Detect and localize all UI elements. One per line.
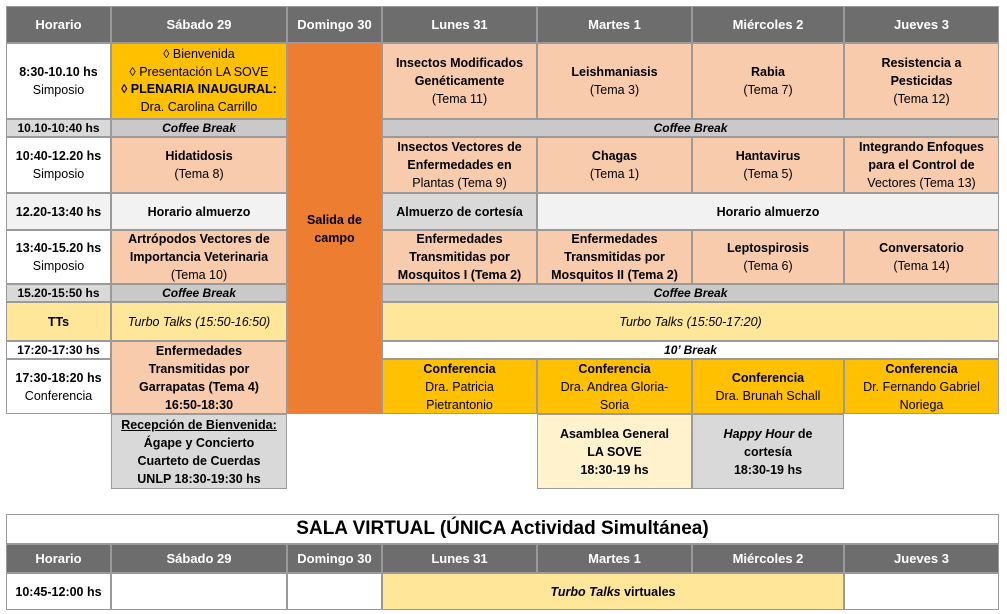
virtual-turbo-label: Turbo Talks bbox=[550, 584, 621, 599]
time-sub: Simposio bbox=[32, 83, 85, 97]
asamblea-line: LA SOVE bbox=[587, 444, 642, 459]
header-jueves bbox=[844, 6, 999, 43]
coffee-break-week-1 bbox=[382, 119, 999, 137]
session-topic: (Tema 10) bbox=[170, 268, 228, 282]
time-slot-4 bbox=[6, 193, 111, 230]
header-domingo bbox=[287, 6, 382, 43]
happy-hour-time: 18:30-19 hs bbox=[733, 462, 803, 477]
session-title: Hidatidosis bbox=[165, 149, 233, 163]
conference-speaker: Dra. Patricia bbox=[425, 379, 494, 394]
asamblea-line: Asamblea General bbox=[559, 426, 670, 441]
header-label: Horario bbox=[35, 550, 82, 566]
session-title: Transmitidas por bbox=[148, 361, 250, 376]
conference-title: Conferencia bbox=[731, 370, 805, 385]
session-title: Transmitidas por bbox=[564, 250, 665, 264]
session-topic: (Tema 8) bbox=[174, 167, 224, 181]
header-label: Martes 1 bbox=[588, 16, 641, 32]
header-label: Jueves 3 bbox=[894, 550, 949, 566]
vheader-domingo bbox=[287, 544, 382, 573]
header-martes bbox=[537, 6, 692, 43]
session-title: Mosquitos I (Tema 2) bbox=[397, 268, 522, 282]
session-title: Transmitidas por bbox=[409, 250, 510, 264]
conference-speaker: Pietrantonio bbox=[426, 397, 493, 412]
martes-conferencia bbox=[537, 359, 692, 414]
virtual-turbo-suffix: virtuales bbox=[620, 584, 676, 599]
sabado-welcome bbox=[111, 43, 287, 119]
time-slot-1 bbox=[6, 43, 111, 119]
jueves-conversatorio bbox=[844, 230, 999, 284]
lunes-insectos-modificados bbox=[382, 43, 537, 119]
happy-hour-suffix: de bbox=[794, 426, 813, 441]
time-slot-7 bbox=[6, 302, 111, 341]
session-title: Artrópodos Vectores de bbox=[128, 232, 270, 246]
header-label: Sábado 29 bbox=[166, 16, 232, 32]
welcome-line: Dra. Carolina Carrillo bbox=[140, 99, 258, 114]
recepcion-title: Recepción de Bienvenida: bbox=[121, 417, 277, 432]
session-title: Importancia Veterinaria bbox=[129, 250, 269, 264]
session-topic: (Tema 5) bbox=[743, 167, 793, 181]
virtual-turbo-talks bbox=[382, 573, 844, 610]
session-topic: Plantas (Tema 9) bbox=[412, 176, 507, 190]
session-title: Rabia bbox=[750, 65, 786, 79]
session-title: Insectos Vectores de bbox=[397, 140, 522, 154]
welcome-line: ◊ Bienvenida bbox=[163, 47, 235, 61]
martes-mosquitos-2 bbox=[537, 230, 692, 284]
session-title: Insectos Modificados bbox=[395, 56, 524, 70]
header-label: Martes 1 bbox=[588, 550, 641, 566]
header-lunes bbox=[382, 6, 537, 43]
martes-leishmaniasis bbox=[537, 43, 692, 119]
welcome-line: ◊ Presentación LA SOVE bbox=[129, 64, 269, 79]
vheader-horario bbox=[6, 544, 111, 573]
recepcion-line: UNLP 18:30-19:30 hs bbox=[137, 471, 261, 486]
time-label: 13:40-15.20 hs bbox=[15, 241, 102, 255]
virtual-jueves-empty bbox=[844, 573, 999, 610]
virtual-sabado-empty bbox=[111, 573, 287, 610]
time-label: 10:40-12.20 hs bbox=[15, 149, 102, 163]
time-slot-9 bbox=[6, 359, 111, 414]
vheader-martes bbox=[537, 544, 692, 573]
session-topic: (Tema 14) bbox=[893, 259, 950, 273]
miercoles-hantavirus bbox=[692, 137, 844, 193]
asamblea-line: 18:30-19 hs bbox=[580, 462, 649, 477]
miercoles-happy-hour bbox=[692, 414, 844, 489]
time-slot-2 bbox=[6, 119, 111, 137]
time-sub: Conferencia bbox=[24, 388, 93, 403]
lunes-conferencia bbox=[382, 359, 537, 414]
time-slot-3 bbox=[6, 137, 111, 193]
time-label: TTs bbox=[47, 314, 70, 329]
conference-speaker: Soria bbox=[599, 397, 630, 412]
miercoles-rabia bbox=[692, 43, 844, 119]
session-topic: (Tema 6) bbox=[743, 259, 793, 273]
recepcion-line: Cuarteto de Cuerdas bbox=[137, 453, 261, 468]
time-slot-6 bbox=[6, 284, 111, 302]
turbo-label: Turbo Talks (15:50-16:50) bbox=[127, 314, 271, 329]
header-label: Sábado 29 bbox=[166, 550, 232, 566]
miercoles-leptospirosis bbox=[692, 230, 844, 284]
time-label: 17:20-17:30 hs bbox=[17, 343, 100, 357]
recepcion-line: Ágape y Concierto bbox=[143, 435, 255, 450]
time-label: 12.20-13:40 hs bbox=[15, 204, 102, 219]
session-title: Mosquitos II (Tema 2) bbox=[551, 268, 678, 282]
happy-hour-label: Happy Hour bbox=[723, 426, 795, 441]
conference-speaker: Dra. Brunah Schall bbox=[715, 388, 821, 403]
header-miercoles bbox=[692, 6, 844, 43]
sabado-artropodos bbox=[111, 230, 287, 284]
session-title: para el Control de bbox=[868, 158, 975, 172]
sabado-coffee-break-2 bbox=[111, 284, 287, 302]
conference-title: Conferencia bbox=[423, 361, 496, 376]
virtual-domingo-empty bbox=[287, 573, 382, 610]
session-time: 16:50-18:30 bbox=[164, 397, 234, 412]
header-label: Lunes 31 bbox=[431, 16, 488, 32]
sabado-coffee-break bbox=[111, 119, 287, 137]
salida-label: Salida de campo bbox=[307, 212, 362, 245]
conference-speaker: Dra. Andrea Gloria- bbox=[560, 379, 669, 394]
vheader-sabado bbox=[111, 544, 287, 573]
time-label: 17:30-18:20 hs bbox=[15, 370, 102, 385]
conference-title: Conferencia bbox=[885, 361, 958, 376]
header-horario bbox=[6, 6, 111, 43]
coffee-label: Coffee Break bbox=[162, 286, 236, 300]
session-title: Leptospirosis bbox=[727, 241, 809, 255]
miercoles-conferencia bbox=[692, 359, 844, 414]
header-label: Miércoles 2 bbox=[732, 550, 804, 566]
lunch-label: Almuerzo de cortesía bbox=[396, 204, 523, 219]
time-sub: Simposio bbox=[32, 259, 85, 273]
session-title: Conversatorio bbox=[879, 241, 964, 255]
coffee-label: Coffee Break bbox=[653, 286, 728, 300]
session-title: Integrando Enfoques bbox=[859, 140, 984, 154]
session-topic: (Tema 7) bbox=[743, 83, 793, 97]
turbo-label: Turbo Talks (15:50-17:20) bbox=[619, 314, 762, 329]
session-title: Enfermedades bbox=[155, 343, 243, 358]
time-label: 15.20-15:50 hs bbox=[17, 286, 100, 300]
sabado-turbo-talks bbox=[111, 302, 287, 341]
session-title: Resistencia a bbox=[881, 56, 962, 70]
sabado-almuerzo bbox=[111, 193, 287, 230]
session-topic: (Tema 11) bbox=[431, 92, 488, 106]
coffee-label: Coffee Break bbox=[162, 121, 236, 135]
session-title: Chagas bbox=[591, 149, 638, 163]
jueves-integrando bbox=[844, 137, 999, 193]
conference-speaker: Noriega bbox=[899, 397, 944, 412]
header-label: Lunes 31 bbox=[431, 550, 488, 566]
session-title: Genéticamente bbox=[414, 74, 505, 88]
session-topic: (Tema 12) bbox=[893, 92, 950, 106]
conference-speaker: Dr. Fernando Gabriel bbox=[863, 379, 980, 394]
session-title: Pesticidas bbox=[890, 74, 953, 88]
coffee-break-week-2 bbox=[382, 284, 999, 302]
welcome-line: ◊ PLENARIA INAUGURAL: bbox=[121, 82, 277, 96]
vheader-lunes bbox=[382, 544, 537, 573]
time-label: 8:30-10.10 hs bbox=[19, 65, 98, 79]
session-topic: Vectores (Tema 13) bbox=[867, 176, 976, 190]
domingo-salida bbox=[287, 43, 382, 414]
session-title: Enfermedades en bbox=[407, 158, 512, 172]
martes-asamblea bbox=[537, 414, 692, 489]
conference-title: Conferencia bbox=[578, 361, 651, 376]
time-label: 10.10-10:40 hs bbox=[17, 121, 100, 135]
jueves-conferencia bbox=[844, 359, 999, 414]
virtual-time bbox=[6, 573, 111, 610]
virtual-title-text: SALA VIRTUAL (ÚNICA Actividad Simultánea) bbox=[296, 518, 709, 539]
session-title: Garrapatas (Tema 4) bbox=[139, 379, 259, 394]
time-slot-5 bbox=[6, 230, 111, 284]
coffee-label: Coffee Break bbox=[653, 121, 728, 135]
session-title: Leishmaniasis bbox=[571, 65, 658, 79]
header-label: Domingo 30 bbox=[297, 550, 372, 566]
vheader-jueves bbox=[844, 544, 999, 573]
header-label: Domingo 30 bbox=[297, 16, 372, 32]
time-label: 10:45-12:00 hs bbox=[15, 584, 102, 599]
jueves-resistencia bbox=[844, 43, 999, 119]
lunch-label: Horario almuerzo bbox=[716, 204, 820, 219]
header-label: Horario bbox=[35, 16, 82, 32]
session-title: Enfermedades bbox=[416, 232, 503, 246]
lunes-almuerzo-cortesia bbox=[382, 193, 537, 230]
sabado-garrapatas bbox=[111, 341, 287, 414]
martes-chagas bbox=[537, 137, 692, 193]
lunes-mosquitos-1 bbox=[382, 230, 537, 284]
session-topic: (Tema 1) bbox=[589, 167, 640, 181]
vheader-miercoles bbox=[692, 544, 844, 573]
sabado-hidatidosis bbox=[111, 137, 287, 193]
happy-hour-line: cortesía bbox=[744, 444, 792, 459]
header-label: Jueves 3 bbox=[894, 16, 949, 32]
header-label: Miércoles 2 bbox=[732, 16, 804, 32]
session-title: Enfermedades bbox=[571, 232, 658, 246]
lunch-label: Horario almuerzo bbox=[147, 204, 251, 219]
virtual-room-title bbox=[6, 514, 999, 544]
week-almuerzo bbox=[537, 193, 999, 230]
week-turbo-talks bbox=[382, 302, 999, 341]
lunes-insectos-plantas bbox=[382, 137, 537, 193]
header-sabado bbox=[111, 6, 287, 43]
session-topic: (Tema 3) bbox=[589, 83, 640, 97]
break-label: 10’ Break bbox=[664, 343, 717, 357]
sabado-recepcion bbox=[111, 414, 287, 489]
ten-minute-break bbox=[382, 341, 999, 359]
time-sub: Simposio bbox=[32, 167, 85, 181]
time-slot-8 bbox=[6, 341, 111, 359]
session-title: Hantavirus bbox=[735, 149, 801, 163]
